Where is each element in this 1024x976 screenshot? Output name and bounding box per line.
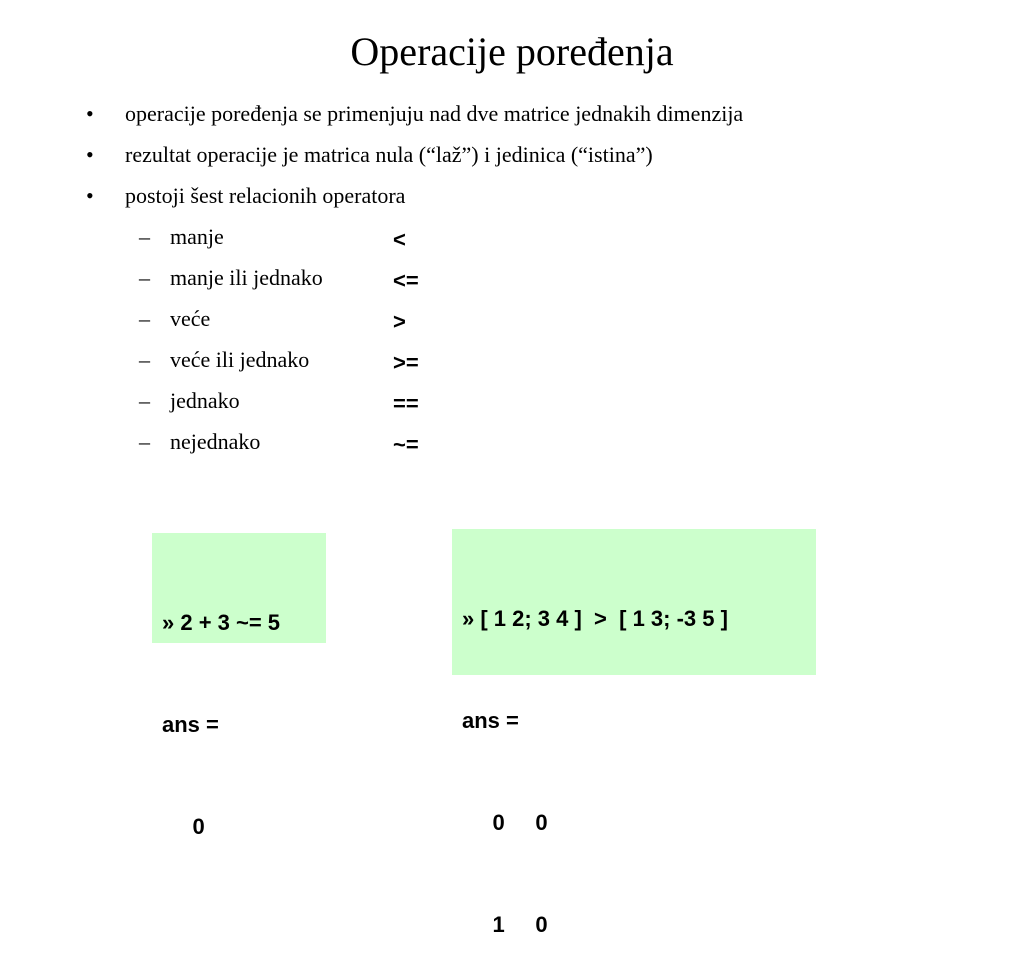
operator-symbol: > xyxy=(393,309,406,334)
bullet-marker: • xyxy=(86,101,94,126)
bullet-item xyxy=(86,141,743,182)
slide-title: Operacije poređenja xyxy=(350,29,674,74)
operator-item xyxy=(86,428,743,469)
code-line: ans = xyxy=(162,712,219,737)
operator-item xyxy=(86,305,743,346)
bullet-text: postoji šest relacionih operatora xyxy=(125,183,406,208)
sub-marker: – xyxy=(139,429,150,454)
code-line: 0 0 xyxy=(462,810,548,835)
bullet-marker: • xyxy=(86,142,94,167)
operator-item xyxy=(86,346,743,387)
bullet-list xyxy=(86,100,743,469)
sub-marker: – xyxy=(139,388,150,413)
sub-marker: – xyxy=(139,306,150,331)
operator-name: jednako xyxy=(170,388,240,413)
operator-symbol: <= xyxy=(393,268,419,293)
operator-symbol: >= xyxy=(393,350,419,375)
sub-marker: – xyxy=(139,265,150,290)
operator-name: manje xyxy=(170,224,224,249)
operator-name: manje ili jednako xyxy=(170,265,323,290)
code-line: 0 xyxy=(162,814,205,839)
bullet-item xyxy=(86,182,743,223)
operator-name: nejednako xyxy=(170,429,261,454)
bullet-item xyxy=(86,100,743,141)
sub-marker: – xyxy=(139,347,150,372)
bullet-marker: • xyxy=(86,183,94,208)
operator-item xyxy=(86,264,743,305)
bullet-text: operacije poređenja se primenjuju nad dve matrice jednakih dimenzija xyxy=(125,101,744,126)
code-line: » 2 + 3 ~= 5 xyxy=(162,610,281,635)
operator-item xyxy=(86,223,743,264)
operator-symbol: == xyxy=(393,391,419,416)
code-line: » [ 1 2; 3 4 ] > [ 1 3; -3 5 ] xyxy=(462,606,728,631)
code-line: 1 0 xyxy=(462,912,548,937)
code-example-box xyxy=(452,529,816,937)
bullet-text: rezultat operacije je matrica nula (“laž”) i jedinica (“istina”) xyxy=(125,142,653,167)
operator-name: veće ili jednako xyxy=(170,347,310,372)
operator-name: veće xyxy=(170,306,211,331)
operator-symbol: < xyxy=(393,227,406,252)
sub-marker: – xyxy=(139,224,150,249)
code-example-box xyxy=(152,533,326,839)
code-line: ans = xyxy=(462,708,519,733)
operator-symbol: ~= xyxy=(393,432,419,457)
operator-item xyxy=(86,387,743,428)
